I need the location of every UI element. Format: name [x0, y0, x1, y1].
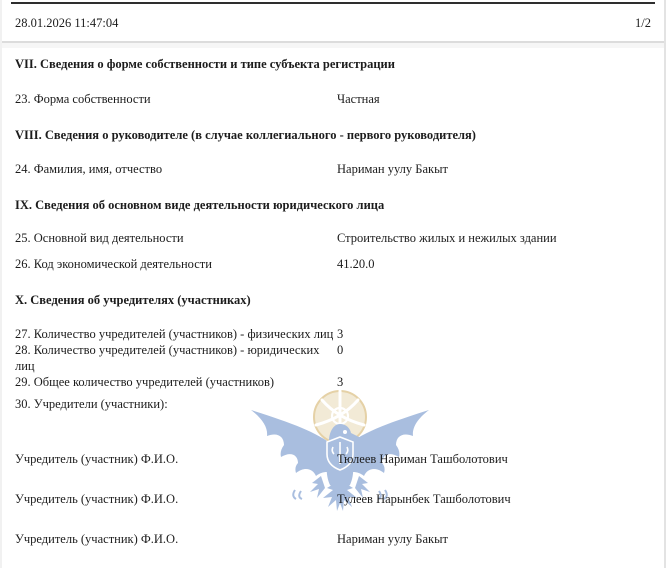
field-row-23 — [15, 91, 651, 107]
founder-label: Учредитель (участник) Ф.И.О. — [15, 532, 179, 546]
header-page-number: 1/2 — [635, 16, 651, 30]
founder-row-2 — [15, 491, 651, 507]
field-value: 3 — [337, 375, 344, 389]
field-row-28 — [15, 342, 651, 374]
field-row-29 — [15, 374, 651, 390]
document-body — [2, 56, 664, 547]
field-row-30 — [15, 396, 651, 412]
founder-label: Учредитель (участник) Ф.И.О. — [15, 452, 179, 466]
field-label: 29. Общее количество учредителей (участников) — [15, 375, 275, 389]
field-label: 28. Количество учредителей (участников) - юридических лиц — [15, 343, 320, 373]
header-datetime: 28.01.2026 11:47:04 — [15, 16, 119, 30]
field-row-26 — [15, 256, 651, 272]
founder-row-3 — [15, 531, 651, 547]
field-value: Строительство жилых и нежилых здании — [337, 231, 557, 245]
section-title-ix: IX. Сведения об основном виде деятельности юридического лица — [15, 198, 385, 212]
field-label: 23. Форма собственности — [15, 92, 151, 106]
field-value: Частная — [337, 92, 380, 106]
document-header — [11, 2, 655, 41]
field-label: 25. Основной вид деятельности — [15, 231, 184, 245]
founder-name: Тулеев Нарынбек Ташболотович — [337, 492, 511, 506]
field-label: 24. Фамилия, имя, отчество — [15, 162, 163, 176]
field-row-24 — [15, 161, 651, 177]
section-title-vii: VII. Сведения о форме собственности и типе субъекта регистрации — [15, 57, 395, 71]
section-title-viii: VIII. Сведения о руководителе (в случае коллегиального - первого руководителя) — [15, 128, 476, 142]
field-value: 3 — [337, 327, 344, 341]
founder-name: Тюлеев Нариман Ташболотович — [337, 452, 508, 466]
section-title-x: X. Сведения об учредителях (участниках) — [15, 293, 251, 307]
field-label: 30. Учредители (участники): — [15, 397, 168, 411]
field-row-27 — [15, 326, 651, 342]
field-label: 26. Код экономической деятельности — [15, 257, 212, 271]
founder-row-1 — [15, 451, 651, 467]
field-label: 27. Количество учредителей (участников) - физических лиц — [15, 327, 334, 341]
field-value: 0 — [337, 343, 344, 357]
founder-name: Нариман уулу Бакыт — [337, 532, 448, 546]
founder-label: Учредитель (участник) Ф.И.О. — [15, 492, 179, 506]
field-row-25 — [15, 230, 651, 246]
header-separator — [2, 41, 664, 48]
field-value: 41.20.0 — [337, 257, 375, 271]
field-value: Нариман уулу Бакыт — [337, 162, 448, 176]
